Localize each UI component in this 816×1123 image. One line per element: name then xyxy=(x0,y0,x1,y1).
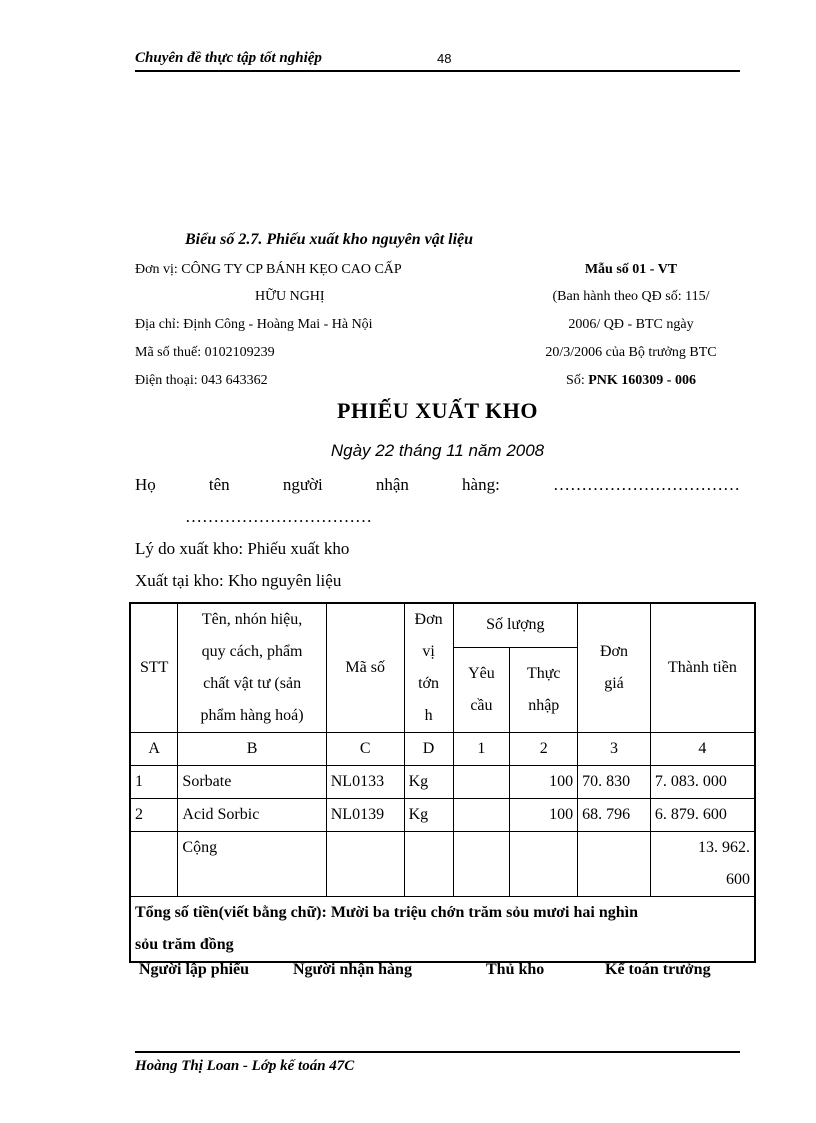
cell-empty xyxy=(326,832,404,897)
column-letter: D xyxy=(404,733,453,766)
receiver-word: nhận xyxy=(375,475,409,494)
voucher-number-value: PNK 160309 - 006 xyxy=(588,373,696,388)
header-price-line: Đơn xyxy=(599,643,628,660)
page-number: 48 xyxy=(437,51,452,66)
cell-price: 70. 830 xyxy=(578,766,651,799)
total-in-words xyxy=(130,897,755,963)
column-letter: 2 xyxy=(510,733,578,766)
header-unit-line: h xyxy=(424,707,433,724)
cell-empty xyxy=(510,832,578,897)
cell-requested xyxy=(453,799,510,832)
unit-phone: Điện thoại: 043 643362 xyxy=(135,373,268,388)
header-actual-line: nhập xyxy=(528,696,560,714)
column-letter: 1 xyxy=(453,733,510,766)
header-price-line: giá xyxy=(604,675,624,692)
cell-amount: 7. 083. 000 xyxy=(650,766,755,799)
header-title: Chuyên đề thực tập tốt nghiệp xyxy=(135,50,322,66)
header-item-name-line: chất vật tư (sản xyxy=(203,675,302,692)
cell-empty xyxy=(578,832,651,897)
header-item-name-line: phẩm hàng hoá) xyxy=(200,707,304,724)
page-footer xyxy=(135,1051,740,1074)
column-letter: 3 xyxy=(578,733,651,766)
document-date: Ngày 22 tháng 11 năm 2008 xyxy=(330,441,545,460)
sum-amount-line: 600 xyxy=(726,871,750,888)
header-unit xyxy=(404,603,453,733)
header-actual-line: Thực xyxy=(526,664,561,682)
form-issued-3: 20/3/2006 của Bộ trưởng BTC xyxy=(545,345,717,360)
cell-empty xyxy=(453,832,510,897)
receiver-word: tên xyxy=(208,475,230,494)
header-item-name xyxy=(178,603,326,733)
column-letters-row xyxy=(130,733,755,766)
cell-quantity: 100 xyxy=(510,766,578,799)
header-unit-line: tớn xyxy=(418,675,440,692)
form-code: Mẫu số 01 - VT xyxy=(584,262,678,277)
header-requested-line: Yêu xyxy=(468,664,495,682)
receiver-dots: …………………………… xyxy=(552,475,740,494)
cell-item-name: Sorbate xyxy=(178,766,326,799)
issue-warehouse: Xuất tại kho: Kho nguyên liệu xyxy=(135,571,342,590)
header-actual xyxy=(510,647,578,732)
receiver-word: hàng: xyxy=(462,475,500,494)
receiver-word: Họ xyxy=(135,475,156,494)
header-amount: Thành tiền xyxy=(650,603,755,733)
voucher-number xyxy=(524,373,738,389)
header-quantity: Số lượng xyxy=(453,603,578,647)
unit-tax-code: Mã số thuế: 0102109239 xyxy=(135,345,275,360)
column-letter: 4 xyxy=(650,733,755,766)
footer-author: Hoàng Thị Loan - Lớp kế toán 47C xyxy=(135,1058,355,1074)
page-header xyxy=(135,48,740,72)
total-in-words-line: sỏu trăm đồng xyxy=(135,936,234,953)
document-title: PHIẾU XUẤT KHO xyxy=(337,398,538,423)
cell-sum-label: Cộng xyxy=(178,832,326,897)
receiver-dots-2: …………………………… xyxy=(185,507,372,526)
header-unit-line: vị xyxy=(422,643,435,660)
header-requested-line: cầu xyxy=(470,696,493,714)
signature-storekeeper: Thủ kho xyxy=(486,961,545,978)
column-letter: A xyxy=(130,733,178,766)
form-issued-1: (Ban hành theo QĐ số: 115/ xyxy=(552,289,710,304)
unit-address: Địa chỉ: Định Công - Hoàng Mai - Hà Nội xyxy=(135,317,373,332)
cell-unit: Kg xyxy=(404,766,453,799)
cell-unit: Kg xyxy=(404,799,453,832)
column-letter: B xyxy=(178,733,326,766)
cell-code: NL0133 xyxy=(326,766,404,799)
sum-amount-line: 13. 962. xyxy=(698,839,750,856)
voucher-number-label: Số: xyxy=(566,373,585,388)
cell-quantity: 100 xyxy=(510,799,578,832)
signature-preparer: Người lập phiếu xyxy=(139,961,250,978)
cell-amount: 6. 879. 600 xyxy=(650,799,755,832)
cell-item-name: Acid Sorbic xyxy=(178,799,326,832)
cell-requested xyxy=(453,766,510,799)
cell-empty xyxy=(404,832,453,897)
header-stt: STT xyxy=(130,603,178,733)
table-row xyxy=(130,766,755,799)
total-in-words-line: Tổng số tiền(viết bằng chữ): Mười ba triệu chớn trăm sỏu mươi hai nghìn xyxy=(135,904,638,921)
signature-chief-accountant: Kế toán trưởng xyxy=(605,961,711,978)
header-unit-line: Đơn xyxy=(414,611,443,628)
header-item-name-line: Tên, nhón hiệu, xyxy=(201,611,303,628)
items-table xyxy=(129,602,756,963)
cell-stt: 2 xyxy=(130,799,178,832)
header-requested xyxy=(453,647,510,732)
table-row xyxy=(130,799,755,832)
signature-receiver: Người nhận hàng xyxy=(293,961,412,978)
header-price xyxy=(578,603,651,733)
cell-stt: 1 xyxy=(130,766,178,799)
figure-caption: Biểu số 2.7. Phiếu xuất kho nguyên vật liệu xyxy=(185,231,474,248)
header-item-name-line: quy cách, phẩm xyxy=(201,643,303,660)
column-letter: C xyxy=(326,733,404,766)
unit-name: Đơn vị: CÔNG TY CP BÁNH KẸO CAO CẤP xyxy=(135,262,402,277)
unit-name-2: HỮU NGHỊ xyxy=(255,289,325,304)
sum-row xyxy=(130,832,755,897)
header-code: Mã số xyxy=(326,603,404,733)
cell-price: 68. 796 xyxy=(578,799,651,832)
issue-reason: Lý do xuất kho: Phiếu xuất kho xyxy=(135,539,350,558)
total-in-words-row xyxy=(130,897,755,963)
cell-sum-amount xyxy=(650,832,755,897)
receiver-line xyxy=(135,475,740,495)
form-issued-2: 2006/ QĐ - BTC ngày xyxy=(568,317,694,332)
cell-code: NL0139 xyxy=(326,799,404,832)
cell-empty xyxy=(130,832,178,897)
receiver-word: người xyxy=(282,475,323,494)
